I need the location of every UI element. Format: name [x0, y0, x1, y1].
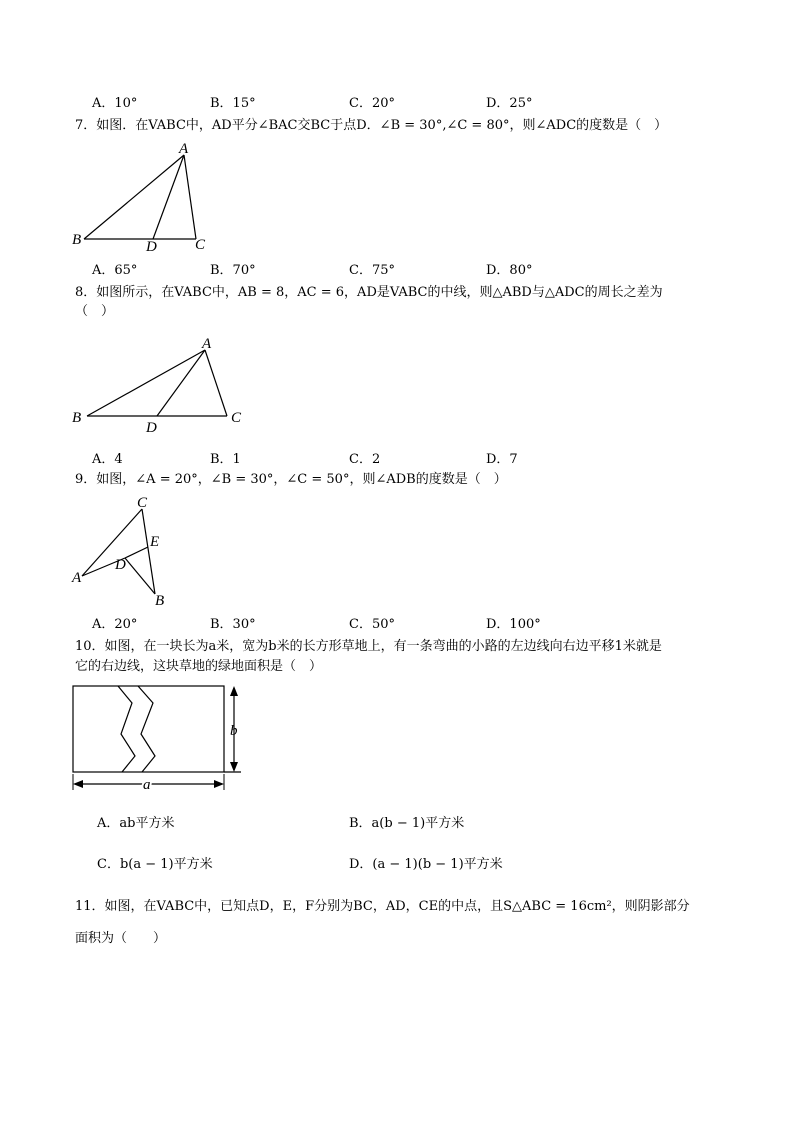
q7-option-b: B．70°: [210, 263, 256, 278]
q6-option-c: C．20°: [349, 96, 395, 111]
q8-label-d: D: [146, 420, 157, 436]
q10-option-d: D．(a − 1)(b − 1)平方米: [349, 857, 503, 872]
q8-label-a: A: [202, 336, 212, 352]
q9-option-d: D．100°: [486, 617, 541, 632]
q9-label-b: B: [155, 593, 165, 609]
q10-option-b: B．a(b − 1)平方米: [349, 816, 465, 831]
q11-stem-line1: 11．如图，在VABC中，已知点D，E，F分别为BC，AD，CE的中点，且S△ABC = 16cm²，则阴影部分: [75, 899, 690, 914]
q9-option-a: A．20°: [92, 617, 138, 632]
q8-option-a: A．4: [92, 452, 123, 467]
q8-option-b: B．1: [210, 452, 241, 467]
q7-option-d: D．80°: [486, 263, 533, 278]
q8-label-b: B: [72, 410, 82, 426]
q10-option-c: C．b(a − 1)平方米: [97, 857, 213, 872]
q10-label-a: a: [143, 777, 151, 793]
q6-option-d: D．25°: [486, 96, 533, 111]
q9-option-b: B．30°: [210, 617, 256, 632]
q9-label-a: A: [72, 570, 82, 586]
q8-option-d: D．7: [486, 452, 518, 467]
q7-option-c: C．75°: [349, 263, 395, 278]
q9-label-d: D: [115, 557, 126, 573]
q7-label-a: A: [179, 141, 189, 157]
q9-option-c: C．50°: [349, 617, 395, 632]
q10-option-a: A．ab平方米: [97, 816, 175, 831]
q6-option-a: A．10°: [92, 96, 138, 111]
q10-label-b: b: [230, 723, 238, 739]
q7-label-c: C: [195, 237, 206, 253]
q10-stem-line1: 10．如图，在一块长为a米，宽为b米的长方形草地上，有一条弯曲的小路的左边线向右边平移1米就是: [75, 639, 662, 654]
q9-stem: 9．如图，∠A = 20°，∠B = 30°，∠C = 50°，则∠ADB的度数是（ ）: [75, 472, 507, 487]
q8-label-c: C: [231, 410, 242, 426]
q8-option-c: C．2: [349, 452, 381, 467]
q9-label-e: E: [150, 534, 160, 550]
q10-stem-line2: 它的右边线，这块草地的绿地面积是（ ）: [75, 659, 323, 674]
q6-option-b: B．15°: [210, 96, 256, 111]
q8-stem-line2: （ ）: [75, 304, 115, 319]
q7-label-b: B: [72, 232, 82, 248]
q9-label-c: C: [137, 495, 148, 511]
q8-stem-line1: 8．如图所示，在VABC中，AB = 8，AC = 6，AD是VABC的中线，则△ABD与△ADC的周长之差为: [75, 285, 663, 300]
q7-stem: 7．如图．在VABC中，AD平分∠BAC交BC于点D．∠B = 30°,∠C = 80°，则∠ADC的度数是（ ）: [75, 118, 668, 133]
q11-stem-line2: 面积为（ ）: [75, 931, 167, 946]
q7-option-a: A．65°: [92, 263, 138, 278]
q7-label-d: D: [146, 239, 157, 255]
